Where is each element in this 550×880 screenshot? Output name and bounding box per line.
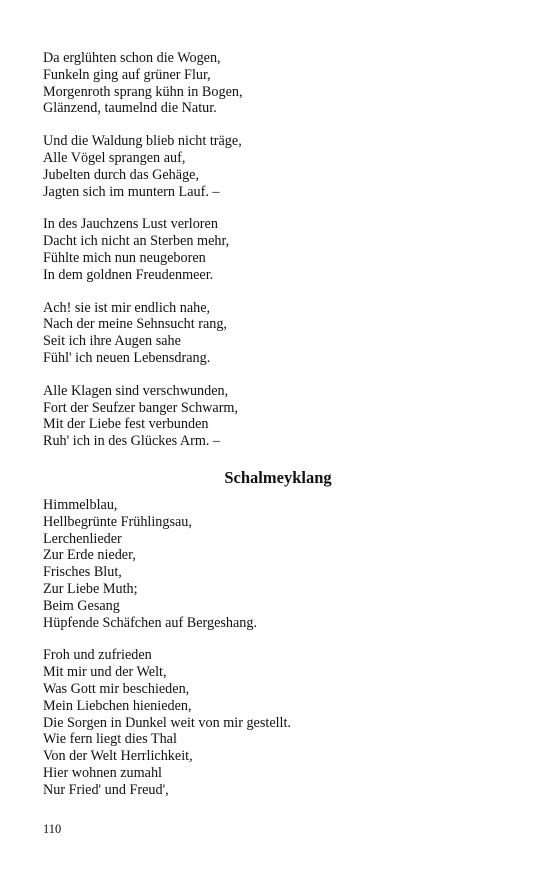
poem-line: Mit mir und der Welt, bbox=[43, 664, 167, 681]
poem-line: Jagten sich im muntern Lauf. – bbox=[43, 183, 220, 200]
poem-line: Himmelblau, bbox=[43, 496, 118, 513]
poem-line: Die Sorgen in Dunkel weit von mir gestellt. bbox=[43, 714, 291, 731]
poem1-stanza-5 bbox=[43, 383, 513, 450]
poem-line: Frisches Blut, bbox=[43, 564, 122, 581]
poem1-stanza-2 bbox=[43, 133, 513, 200]
page-number: 110 bbox=[43, 822, 62, 836]
poem-line: Morgenroth sprang kühn in Bogen, bbox=[43, 83, 243, 100]
poem-line: Fort der Seufzer banger Schwarm, bbox=[43, 399, 239, 416]
poem-line: Dacht ich nicht an Sterben mehr, bbox=[43, 233, 230, 250]
page-body bbox=[43, 50, 513, 814]
poem1-stanza-4 bbox=[43, 300, 513, 367]
poem-line: Lerchenlieder bbox=[43, 530, 122, 547]
poem-line: Mit der Liebe fest verbunden bbox=[43, 416, 209, 433]
poem-line: Alle Vögel sprangen auf, bbox=[43, 149, 186, 166]
poem-line: Glänzend, taumelnd die Natur. bbox=[43, 100, 217, 117]
poem-line: Funkeln ging auf grüner Flur, bbox=[43, 66, 211, 83]
poem-line: Fühl' ich neuen Lebensdrang. bbox=[43, 349, 211, 366]
poem-line: Wie fern liegt dies Thal bbox=[43, 731, 177, 748]
poem-line: Nach der meine Sehnsucht rang, bbox=[43, 316, 227, 333]
poem-title: Schalmeyklang bbox=[224, 467, 332, 487]
poem-line: Hier wohnen zumahl bbox=[43, 764, 162, 781]
poem-line: Froh und zufrieden bbox=[43, 647, 152, 664]
poem-line: In des Jauchzens Lust verloren bbox=[43, 216, 218, 233]
poem-line: Nur Fried' und Freud', bbox=[43, 781, 169, 798]
poem2-stanza-2 bbox=[43, 647, 513, 798]
poem-line: Hellbegrünte Frühlingsau, bbox=[43, 513, 192, 530]
poem-line: Fühlte mich nun neugeboren bbox=[43, 249, 206, 266]
poem-line: Und die Waldung blieb nicht träge, bbox=[43, 133, 242, 150]
poem-line: Zur Erde nieder, bbox=[43, 547, 136, 564]
poem-line: Jubelten durch das Gehäge, bbox=[43, 166, 200, 183]
poem1-stanza-1 bbox=[43, 50, 513, 117]
poem-line: Was Gott mir beschieden, bbox=[43, 680, 190, 697]
poem-line: Hüpfende Schäfchen auf Bergeshang. bbox=[43, 614, 258, 631]
poem-line: Zur Liebe Muth; bbox=[43, 580, 138, 597]
poem-line: Ruh' ich in des Glückes Arm. – bbox=[43, 433, 221, 450]
poem-line: Von der Welt Herrlichkeit, bbox=[43, 748, 193, 765]
poem1-stanza-3 bbox=[43, 216, 513, 283]
poem-line: Seit ich ihre Augen sahe bbox=[43, 333, 181, 350]
poem-line: In dem goldnen Freudenmeer. bbox=[43, 266, 214, 283]
poem2-stanza-1 bbox=[43, 497, 513, 631]
poem-line: Beim Gesang bbox=[43, 597, 120, 614]
poem-line: Alle Klagen sind verschwunden, bbox=[43, 382, 229, 399]
poem-line: Mein Liebchen hienieden, bbox=[43, 697, 192, 714]
poem-line: Da erglühten schon die Wogen, bbox=[43, 50, 221, 66]
poem-line: Ach! sie ist mir endlich nahe, bbox=[43, 299, 211, 316]
